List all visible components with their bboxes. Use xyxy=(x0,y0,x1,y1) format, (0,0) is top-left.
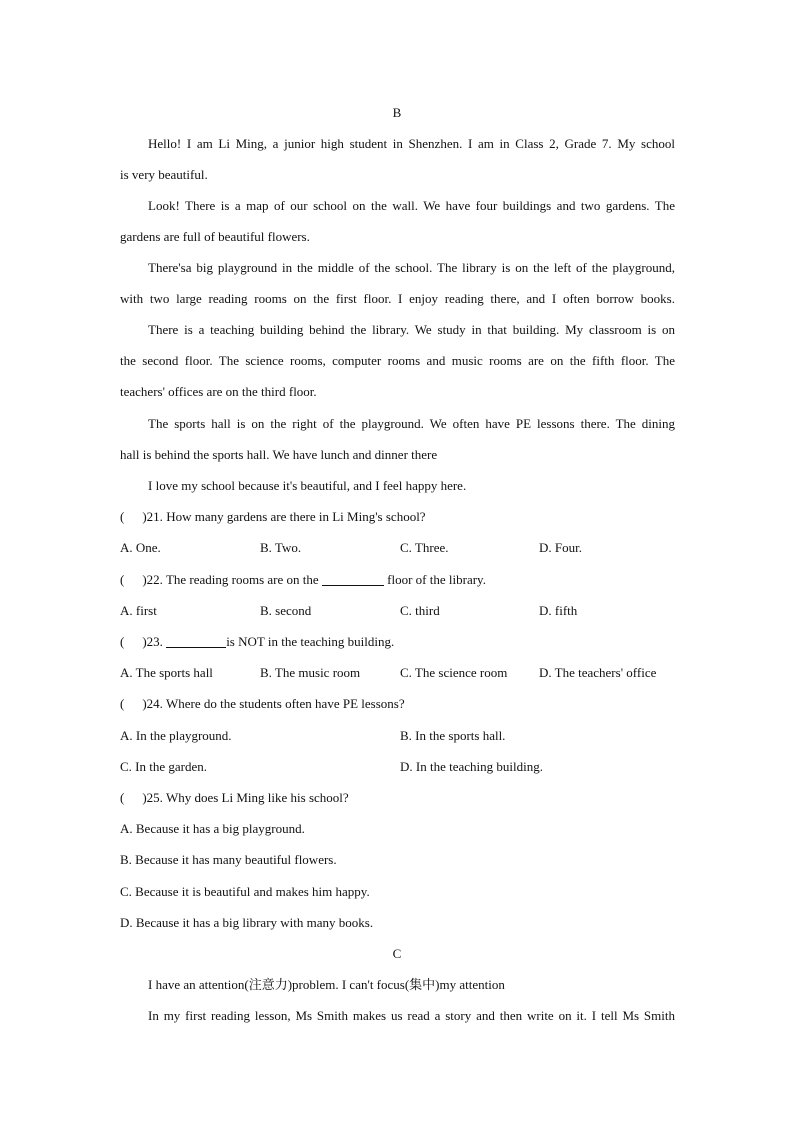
paragraph-line: In my first reading lesson, Ms Smith makes us read a story and then write on it. I tell Ms Smith xyxy=(148,1008,675,1023)
question-text-after: floor of the library. xyxy=(387,572,486,587)
option-c: C. In the garden. xyxy=(120,759,208,774)
option-b: B. In the sports hall. xyxy=(400,728,506,743)
option-d: D. In the teaching building. xyxy=(400,759,543,774)
option-a: A. One. xyxy=(120,540,161,555)
option-c: C. third xyxy=(400,603,440,618)
paragraph-line: teachers' offices are on the third floor. xyxy=(120,384,317,399)
paragraph-line: There'sa big playground in the middle of the school. The library is on the left of the playground, xyxy=(148,260,675,275)
paragraph-line: The sports hall is on the right of the playground. We often have PE lessons there. The dining xyxy=(148,416,675,431)
question-23 xyxy=(120,634,394,650)
question-number: )21. xyxy=(142,509,163,524)
question-text: Why does Li Ming like his school? xyxy=(165,790,349,805)
paragraph-line: with two large reading rooms on the first floor. I enjoy reading there, and I often borrow books. xyxy=(120,291,675,306)
fill-in-blank[interactable] xyxy=(322,573,384,586)
question-number: )25. xyxy=(142,790,163,805)
paragraph-line: is very beautiful. xyxy=(120,167,208,182)
paragraph-line: Look! There is a map of our school on the wall. We have four buildings and two gardens. The xyxy=(148,198,675,213)
option-d: D. The teachers' office xyxy=(539,665,657,680)
option-b: B. The music room xyxy=(260,665,361,680)
option-d: D. fifth xyxy=(539,603,578,618)
paragraph-line: There is a teaching building behind the library. We study in that building. My classroom is on xyxy=(148,322,675,337)
option-b: B. second xyxy=(260,603,312,618)
question-24 xyxy=(120,696,405,712)
section-b-heading: B xyxy=(392,105,402,120)
fill-in-blank[interactable] xyxy=(166,635,226,648)
answer-paren-open: ( xyxy=(120,696,125,711)
paragraph-line: gardens are full of beautiful flowers. xyxy=(120,229,310,244)
answer-paren-open: ( xyxy=(120,634,125,649)
option-a: A. The sports hall xyxy=(120,665,213,680)
section-c-heading: C xyxy=(392,946,402,961)
option-d: D. Because it has a big library with many books. xyxy=(120,915,374,930)
option-a: A. In the playground. xyxy=(120,728,232,743)
question-number: )23. xyxy=(142,634,163,649)
paragraph-line: I have an attention(注意力)problem. I can't focus(集中)my attention xyxy=(148,977,505,992)
option-a: A. first xyxy=(120,603,157,618)
question-text-after: is NOT in the teaching building. xyxy=(226,634,395,649)
question-21 xyxy=(120,509,426,525)
question-number: )22. xyxy=(142,572,163,587)
question-number: )24. xyxy=(142,696,163,711)
question-25 xyxy=(120,790,349,806)
paragraph-line: Hello! I am Li Ming, a junior high student in Shenzhen. I am in Class 2, Grade 7. My school xyxy=(148,136,675,151)
paragraph-line: I love my school because it's beautiful, and I feel happy here. xyxy=(148,478,467,493)
answer-paren-open: ( xyxy=(120,509,125,524)
option-a: A. Because it has a big playground. xyxy=(120,821,305,836)
option-c: C. The science room xyxy=(400,665,508,680)
option-d: D. Four. xyxy=(539,540,582,555)
question-text: How many gardens are there in Li Ming's school? xyxy=(166,509,426,524)
question-text: Where do the students often have PE lessons? xyxy=(165,696,405,711)
question-text: The reading rooms are on the xyxy=(165,572,319,587)
answer-paren-open: ( xyxy=(120,572,125,587)
question-22 xyxy=(120,572,486,588)
answer-paren-open: ( xyxy=(120,790,125,805)
option-c: C. Because it is beautiful and makes him happy. xyxy=(120,884,370,899)
option-b: B. Two. xyxy=(260,540,302,555)
option-c: C. Three. xyxy=(400,540,449,555)
option-b: B. Because it has many beautiful flowers. xyxy=(120,852,337,867)
paragraph-line: the second floor. The science rooms, computer rooms and music rooms are on the fifth floor. The xyxy=(120,353,675,368)
paragraph-line: hall is behind the sports hall. We have lunch and dinner there xyxy=(120,447,438,462)
